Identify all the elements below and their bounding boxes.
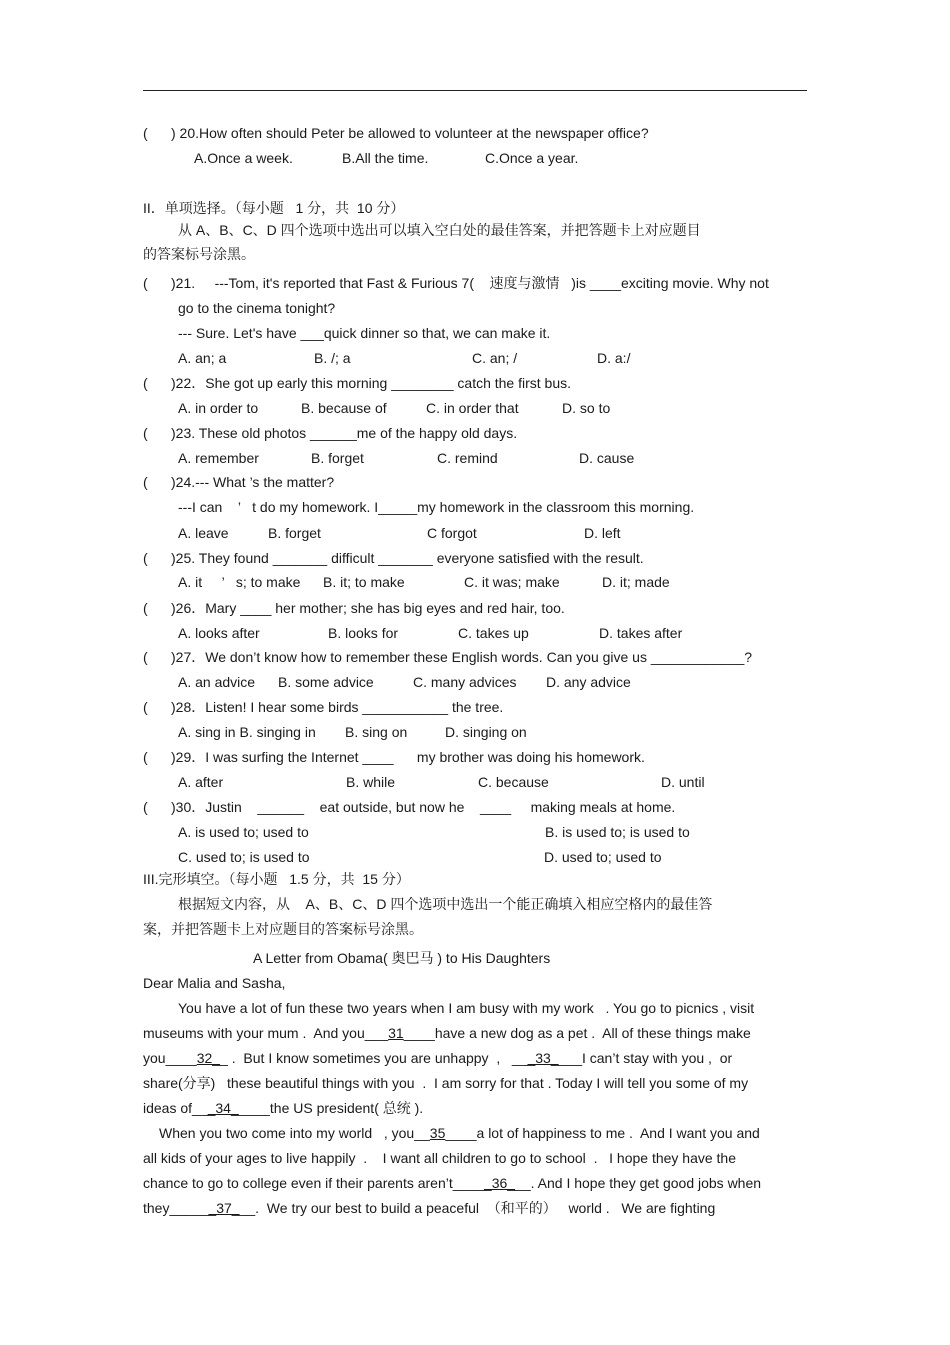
q20-option-a: A.Once a week.: [194, 150, 293, 166]
section2-instruction-1: 从 A、B、C、D 四个选项中选出可以填入空白处的最佳答案，并把答题卡上对应题目: [178, 222, 701, 238]
letter-line-5-part-a: ideas of__: [143, 1100, 208, 1116]
q26-stem: ( )26．Mary ____ her mother; she has big eyes and red hair, too.: [143, 600, 565, 616]
q24-option-b: B. forget: [268, 525, 321, 541]
letter-line-7: all kids of your ages to live happily . I want all children to go to school . I hope they have the: [143, 1150, 737, 1166]
q23-option-b: B. forget: [311, 450, 364, 466]
q29-option-c: C. because: [478, 774, 549, 790]
q30-option-d: D. used to; used to: [544, 849, 662, 865]
q23-stem: ( )23. These old photos ______me of the happy old days.: [143, 425, 518, 441]
q26-option-b: B. looks for: [328, 625, 399, 641]
q27-option-c: C. many advices: [413, 674, 517, 690]
letter-line-4: share(分享) these beautiful things with you . I am sorry for that . Today I will tell you some of my: [143, 1075, 749, 1091]
q29-option-a: A. after: [178, 774, 224, 790]
blank-32: 32_: [196, 1050, 221, 1066]
blank-36: _36_: [483, 1175, 516, 1191]
letter-line-6-part-a: When you two come into my world , you__: [159, 1125, 430, 1141]
section3-instruction-1: 根据短文内容，从 A、B、C、D 四个选项中选出一个能正确填入相应空格内的最佳答: [178, 896, 713, 912]
q22-option-a: A. in order to: [178, 400, 259, 416]
q21-line2: go to the cinema tonight?: [178, 300, 336, 316]
q30-option-c: C. used to; is used to: [178, 849, 310, 865]
q29-stem: ( )29．I was surfing the Internet ____ my brother was doing his homework.: [143, 749, 645, 765]
letter-line-2: [143, 1024, 751, 1042]
q27-option-b: B. some advice: [278, 674, 374, 690]
q23-option-a: A. remember: [178, 450, 259, 466]
letter-line-8-part-a: chance to go to college even if their parents aren’t____: [143, 1175, 484, 1191]
letter-line-6-part-b: ____a lot of happiness to me . And I want you and: [445, 1125, 760, 1141]
q27-option-d: D. any advice: [546, 674, 631, 690]
q24-stem: ( )24.--- What ’s the matter?: [143, 474, 335, 490]
q30-stem: ( )30．Justin ______ eat outside, but now he ____ making meals at home.: [143, 799, 676, 815]
q21-stem: ( )21. ---Tom, it's reported that Fast & Furious 7( 速度与激情 )is ____exciting movie. Why not: [143, 275, 769, 291]
q22-option-c: C. in order that: [426, 400, 519, 416]
letter-line-1: You have a lot of fun these two years when I am busy with my work . You go to picnics , visit: [178, 1000, 755, 1016]
q28-option-ab: A. sing in B. singing in: [178, 724, 316, 740]
q21-option-a: A. an; a: [178, 350, 227, 366]
q24-option-a: A. leave: [178, 525, 229, 541]
letter-line-5-part-b: ____the US president( 总统 ).: [238, 1100, 424, 1116]
q24-line2: ---I can ’ t do my homework. I_____my homework in the classroom this morning.: [178, 499, 695, 515]
letter-greeting: Dear Malia and Sasha,: [143, 975, 286, 991]
letter-line-6: [159, 1124, 760, 1142]
q20-stem: ( ) 20.How often should Peter be allowed to volunteer at the newspaper office?: [143, 125, 649, 141]
q30-option-b: B. is used to; is used to: [545, 824, 690, 840]
q25-option-c: C. it was; make: [464, 574, 560, 590]
q24-option-d: D. left: [584, 525, 621, 541]
letter-title: A Letter from Obama( 奥巴马 ) to His Daughters: [253, 950, 551, 966]
blank-35: 35: [429, 1125, 446, 1141]
letter-line-2-part-b: ____have a new dog as a pet . All of these things make: [403, 1025, 751, 1041]
letter-line-9-part-a: they_____: [143, 1200, 209, 1216]
letter-line-5: [143, 1099, 423, 1117]
q28-stem: ( )28．Listen! I hear some birds ___________ the tree.: [143, 699, 504, 715]
letter-line-3: [143, 1049, 732, 1067]
q22-option-d: D. so to: [562, 400, 611, 416]
q25-option-b: B. it; to make: [323, 574, 405, 590]
q25-stem: ( )25. They found _______ difficult _______ everyone satisfied with the result.: [143, 550, 644, 566]
q22-stem: ( )22．She got up early this morning ________ catch the first bus.: [143, 375, 572, 391]
q27-stem: ( )27．We don’t know how to remember these English words. Can you give us ____________?: [143, 649, 753, 665]
q22-option-b: B. because of: [301, 400, 387, 416]
header-rule: [143, 90, 807, 91]
blank-34: _34_: [207, 1100, 239, 1116]
letter-line-8-part-b: __. And I hope they get good jobs when: [515, 1175, 762, 1191]
q21-option-d: D. a:/: [597, 350, 631, 366]
letter-line-9-part-b: __. We try our best to build a peaceful （和平的） world . We are fighting: [239, 1200, 716, 1216]
letter-line-8: [143, 1174, 761, 1192]
q29-option-d: D. until: [661, 774, 705, 790]
letter-line-2-part-a: museums with your mum . And you___: [143, 1025, 389, 1041]
q26-option-c: C. takes up: [458, 625, 529, 641]
blank-37: _37_: [208, 1200, 240, 1216]
letter-line-3-part-b: _ . But I know sometimes you are unhappy , __: [220, 1050, 528, 1066]
q25-option-d: D. it; made: [602, 574, 670, 590]
section2-instruction-2: 的答案标号涂黑。: [143, 246, 255, 262]
q28-option-d: D. singing on: [445, 724, 527, 740]
q21-option-c: C. an; /: [472, 350, 518, 366]
section3-title: III.完形填空。（每小题 1.5 分，共 15 分）: [143, 871, 410, 887]
q20-option-c: C.Once a year.: [485, 150, 579, 166]
q21-option-b: B. /; a: [314, 350, 351, 366]
q21-line3: --- Sure. Let's have ___quick dinner so that, we can make it.: [178, 325, 551, 341]
section3-instruction-2: 案，并把答题卡上对应题目的答案标号涂黑。: [143, 921, 423, 937]
q20-option-b: B.All the time.: [342, 150, 429, 166]
q24-option-c: C forgot: [427, 525, 477, 541]
q29-option-b: B. while: [346, 774, 396, 790]
blank-33: _33_: [527, 1050, 559, 1066]
q26-option-d: D. takes after: [599, 625, 683, 641]
q25-option-a: A. it ’ s; to make: [178, 574, 301, 590]
section2-title: II．单项选择。（每小题 1 分，共 10 分）: [143, 200, 405, 216]
letter-line-3-part-a: you____: [143, 1050, 197, 1066]
q30-option-a: A. is used to; used to: [178, 824, 309, 840]
q28-option-c: B. sing on: [345, 724, 408, 740]
q23-option-c: C. remind: [437, 450, 498, 466]
q26-option-a: A. looks after: [178, 625, 260, 641]
q27-option-a: A. an advice: [178, 674, 256, 690]
q23-option-d: D. cause: [579, 450, 635, 466]
letter-line-3-part-c: ___I can’t stay with you , or: [558, 1050, 733, 1066]
letter-line-9: [143, 1199, 715, 1217]
blank-31: 31: [388, 1025, 404, 1041]
